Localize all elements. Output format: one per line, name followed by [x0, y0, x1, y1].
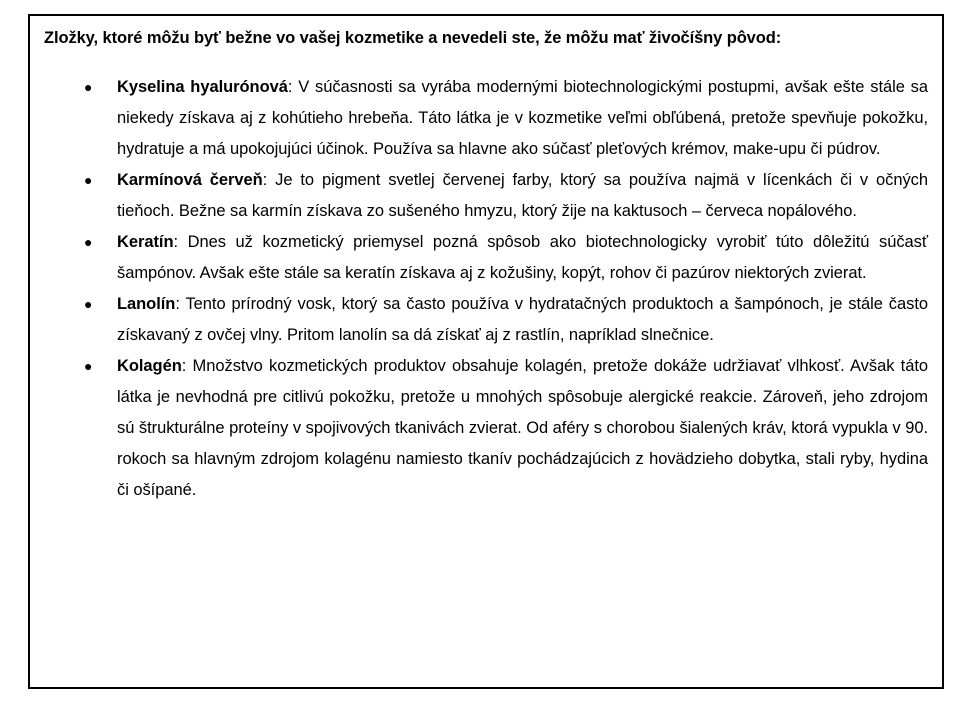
bullet-icon: ● [84, 79, 93, 95]
ingredient-term: Karmínová červeň [117, 171, 263, 189]
ingredient-description: : Množstvo kozmetických produktov obsahuje kolagén, pretože dokáže udržiavať vlhkosť. Avšak táto látka je nevhodná pre citlivú pokožku, pretože u mnohých spôsobuje alergické reakcie. Zároveň, jeho zdrojom sú štrukturálne proteíny v spojivových tkanivách zvierat. Od aféry s chorobou šialených kráv, ktorá vypukla v 90. rokoch sa hlavným zdrojom kolagénu namiesto tkanív pochádzajúcich z hovädzieho dobytka, stali ryby, hydina či ošípané. [117, 357, 928, 499]
ingredient-description: : Tento prírodný vosk, ktorý sa často používa v hydratačných produktoch a šampónoch, je stále často získavaný z ovčej vlny. Pritom lanolín sa dá získať aj z rastlín, napríklad slnečnice. [117, 295, 928, 344]
ingredient-term: Keratín [117, 233, 174, 251]
document-heading: Zložky, ktoré môžu byť bežne vo vašej kozmetike a nevedeli ste, že môžu mať živočíšny pôvod: [44, 29, 782, 47]
ingredient-term: Lanolín [117, 295, 176, 313]
ingredient-term: Kyselina hyalurónová [117, 78, 288, 96]
ingredient-description: : Dnes už kozmetický priemysel pozná spôsob ako biotechnologicky vyrobiť túto dôležitú súčasť šampónov. Avšak ešte stále sa keratín získava aj z kožušiny, kopýt, rohov či pazúrov niektorých zvierat. [117, 233, 928, 282]
document-frame [28, 14, 944, 689]
bullet-icon: ● [84, 172, 93, 188]
bullet-icon: ● [84, 358, 93, 374]
ingredient-term: Kolagén [117, 357, 182, 375]
bullet-icon: ● [84, 296, 93, 312]
list-item [30, 227, 942, 289]
list-item [30, 72, 942, 165]
list-item [30, 351, 942, 506]
list-item [30, 165, 942, 227]
ingredient-description: : V súčasnosti sa vyrába modernými biotechnologickými postupmi, avšak ešte stále sa niekedy získava aj z kohútieho hrebeňa. Táto látka je v kozmetike veľmi obľúbená, pretože spevňuje pokožku, hydratuje a má upokojujúci účinok. Používa sa hlavne ako súčasť pleťových krémov, make-upu či púdrov. [117, 78, 928, 158]
ingredient-list [30, 72, 942, 506]
ingredient-description: : Je to pigment svetlej červenej farby, ktorý sa používa najmä v lícenkách či v očných tieňoch. Bežne sa karmín získava zo sušeného hmyzu, ktorý žije na kaktusoch – červeca nopálového. [117, 171, 928, 220]
bullet-icon: ● [84, 234, 93, 250]
list-item [30, 289, 942, 351]
